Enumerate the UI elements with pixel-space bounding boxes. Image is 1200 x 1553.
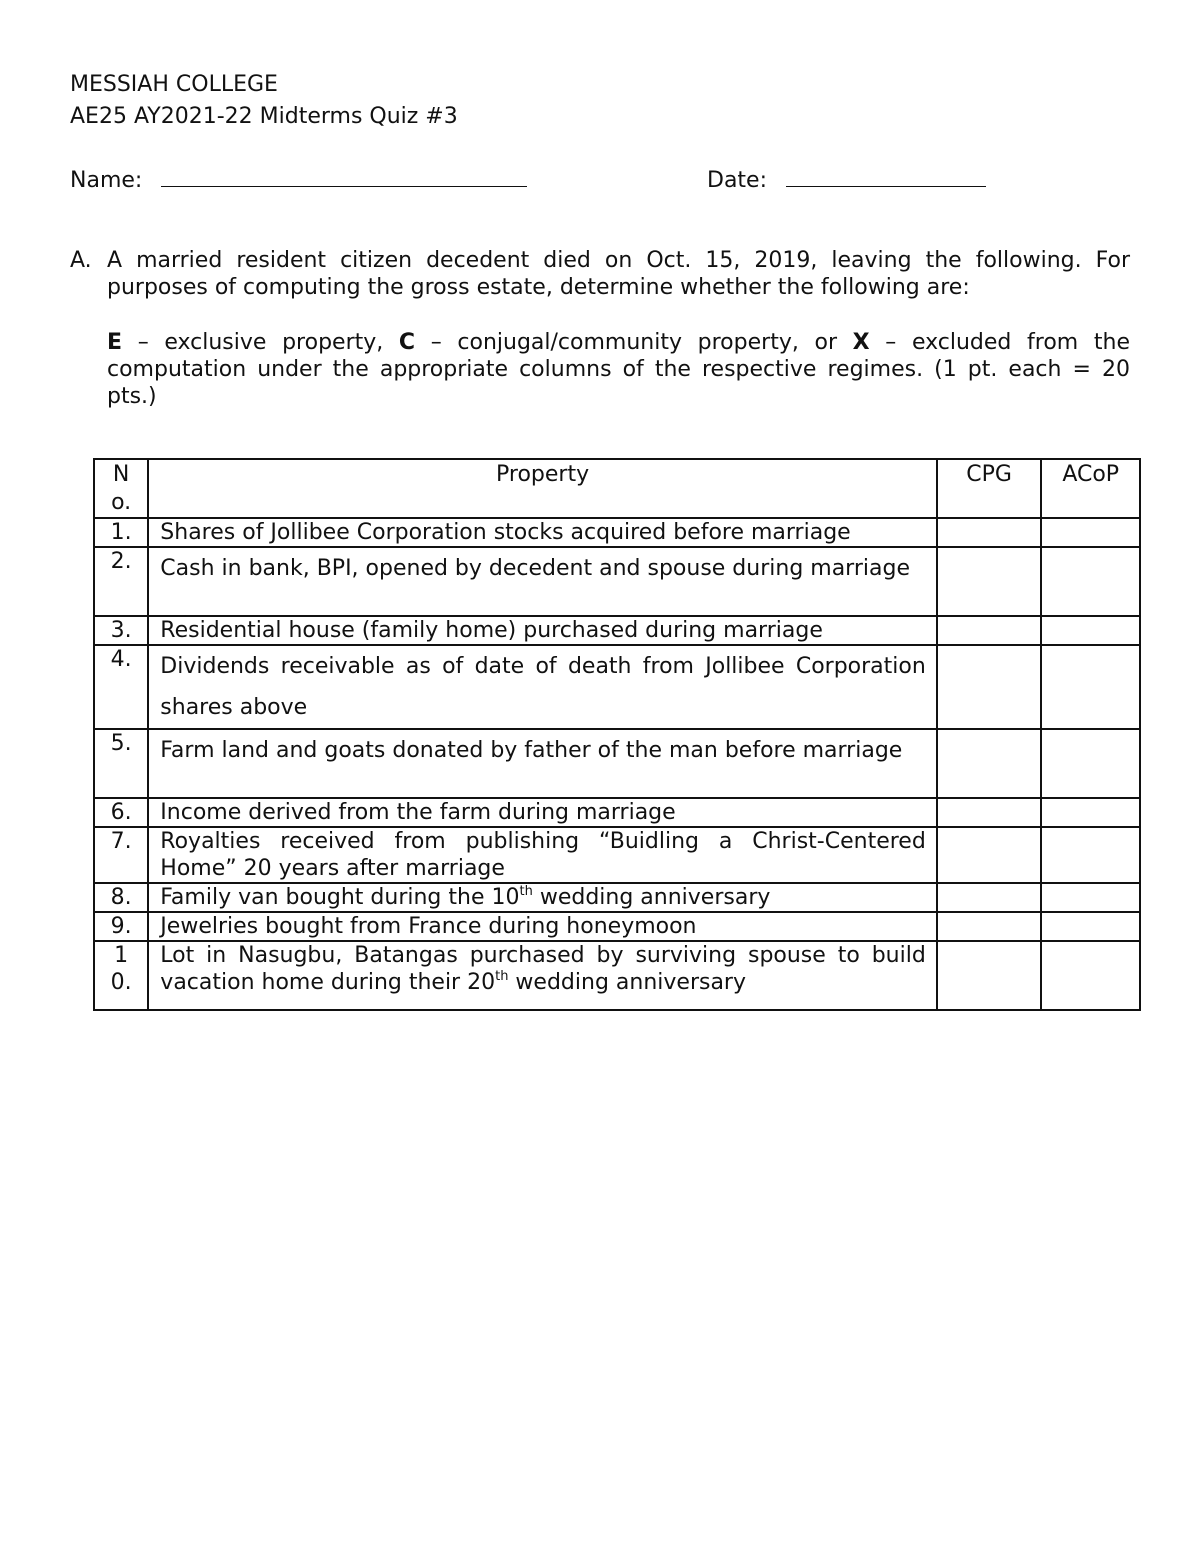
property-table [93, 458, 1141, 1011]
property-description: Jewelries bought from France during honeymoon [148, 912, 937, 941]
table-row [94, 798, 1140, 827]
cpg-answer-cell[interactable] [937, 729, 1042, 798]
row-number: 9. [94, 912, 148, 941]
legend-e-key: E [107, 330, 123, 355]
property-description: Income derived from the farm during marriage [148, 798, 937, 827]
header-property: Property [148, 459, 937, 518]
table-header-row [94, 459, 1140, 518]
cpg-answer-cell[interactable] [937, 616, 1042, 645]
cpg-answer-cell[interactable] [937, 798, 1042, 827]
table-row [94, 616, 1140, 645]
answer-key-legend [107, 329, 1130, 410]
cpg-answer-cell[interactable] [937, 883, 1042, 912]
row-number: 2. [94, 547, 148, 616]
row-number: 6. [94, 798, 148, 827]
property-description: Family van bought during the 10th wedding anniversary [148, 883, 937, 912]
acop-answer-cell[interactable] [1041, 883, 1140, 912]
table-row [94, 883, 1140, 912]
cpg-answer-cell[interactable] [937, 547, 1042, 616]
legend-c-text: – conjugal/community property, or [415, 330, 853, 355]
header-acop: ACoP [1041, 459, 1140, 518]
row-number: 3. [94, 616, 148, 645]
row-number: 5. [94, 729, 148, 798]
date-label: Date: [707, 168, 767, 193]
legend-x-key: X [852, 330, 870, 355]
property-description: Cash in bank, BPI, opened by decedent and spouse during marriage [148, 547, 937, 616]
acop-answer-cell[interactable] [1041, 941, 1140, 1010]
table-row [94, 547, 1140, 616]
property-description: Farm land and goats donated by father of the man before marriage [148, 729, 937, 798]
property-description: Dividends receivable as of date of death from Jollibee Corporation shares above [148, 645, 937, 729]
section-a-instructions [70, 247, 1130, 301]
name-label: Name: [70, 168, 143, 193]
property-description: Residential house (family home) purchased during marriage [148, 616, 937, 645]
property-description: Lot in Nasugbu, Batangas purchased by surviving spouse to build vacation home during their 20th wedding anniversary [148, 941, 937, 1010]
row-number: 1. [94, 518, 148, 547]
acop-answer-cell[interactable] [1041, 798, 1140, 827]
legend-e-text: – exclusive property, [122, 330, 399, 355]
header-no: No. [94, 459, 148, 518]
cpg-answer-cell[interactable] [937, 941, 1042, 1010]
row-number: 7. [94, 827, 148, 883]
table-row [94, 518, 1140, 547]
table-row [94, 645, 1140, 729]
table-row [94, 912, 1140, 941]
header-cpg: CPG [937, 459, 1042, 518]
date-blank[interactable] [786, 166, 986, 187]
acop-answer-cell[interactable] [1041, 616, 1140, 645]
acop-answer-cell[interactable] [1041, 547, 1140, 616]
legend-x-text: – excluded from the computation under the appropriate columns of the respective regimes. (1 pt. each = 20 pts.) [107, 330, 1130, 409]
property-description: Royalties received from publishing “Buidling a Christ-Centered Home” 20 years after marriage [148, 827, 937, 883]
acop-answer-cell[interactable] [1041, 729, 1140, 798]
acop-answer-cell[interactable] [1041, 645, 1140, 729]
quiz-title: AE25 AY2021-22 Midterms Quiz #3 [70, 104, 458, 129]
cpg-answer-cell[interactable] [937, 827, 1042, 883]
cpg-answer-cell[interactable] [937, 912, 1042, 941]
acop-answer-cell[interactable] [1041, 912, 1140, 941]
acop-answer-cell[interactable] [1041, 827, 1140, 883]
date-field-row [707, 166, 986, 193]
row-number: 8. [94, 883, 148, 912]
row-number: 4. [94, 645, 148, 729]
table-row [94, 827, 1140, 883]
section-letter: A. [70, 248, 92, 273]
name-blank[interactable] [161, 166, 527, 187]
name-field-row [70, 166, 527, 193]
cpg-answer-cell[interactable] [937, 645, 1042, 729]
school-name: MESSIAH COLLEGE [70, 72, 278, 97]
acop-answer-cell[interactable] [1041, 518, 1140, 547]
row-number: 10. [94, 941, 148, 1010]
cpg-answer-cell[interactable] [937, 518, 1042, 547]
table-row [94, 941, 1140, 1010]
property-description: Shares of Jollibee Corporation stocks acquired before marriage [148, 518, 937, 547]
instructions-text: A married resident citizen decedent died on Oct. 15, 2019, leaving the following. For purposes of computing the gross estate, determine whether the following are: [107, 248, 1130, 300]
table-row [94, 729, 1140, 798]
legend-c-key: C [398, 330, 416, 355]
